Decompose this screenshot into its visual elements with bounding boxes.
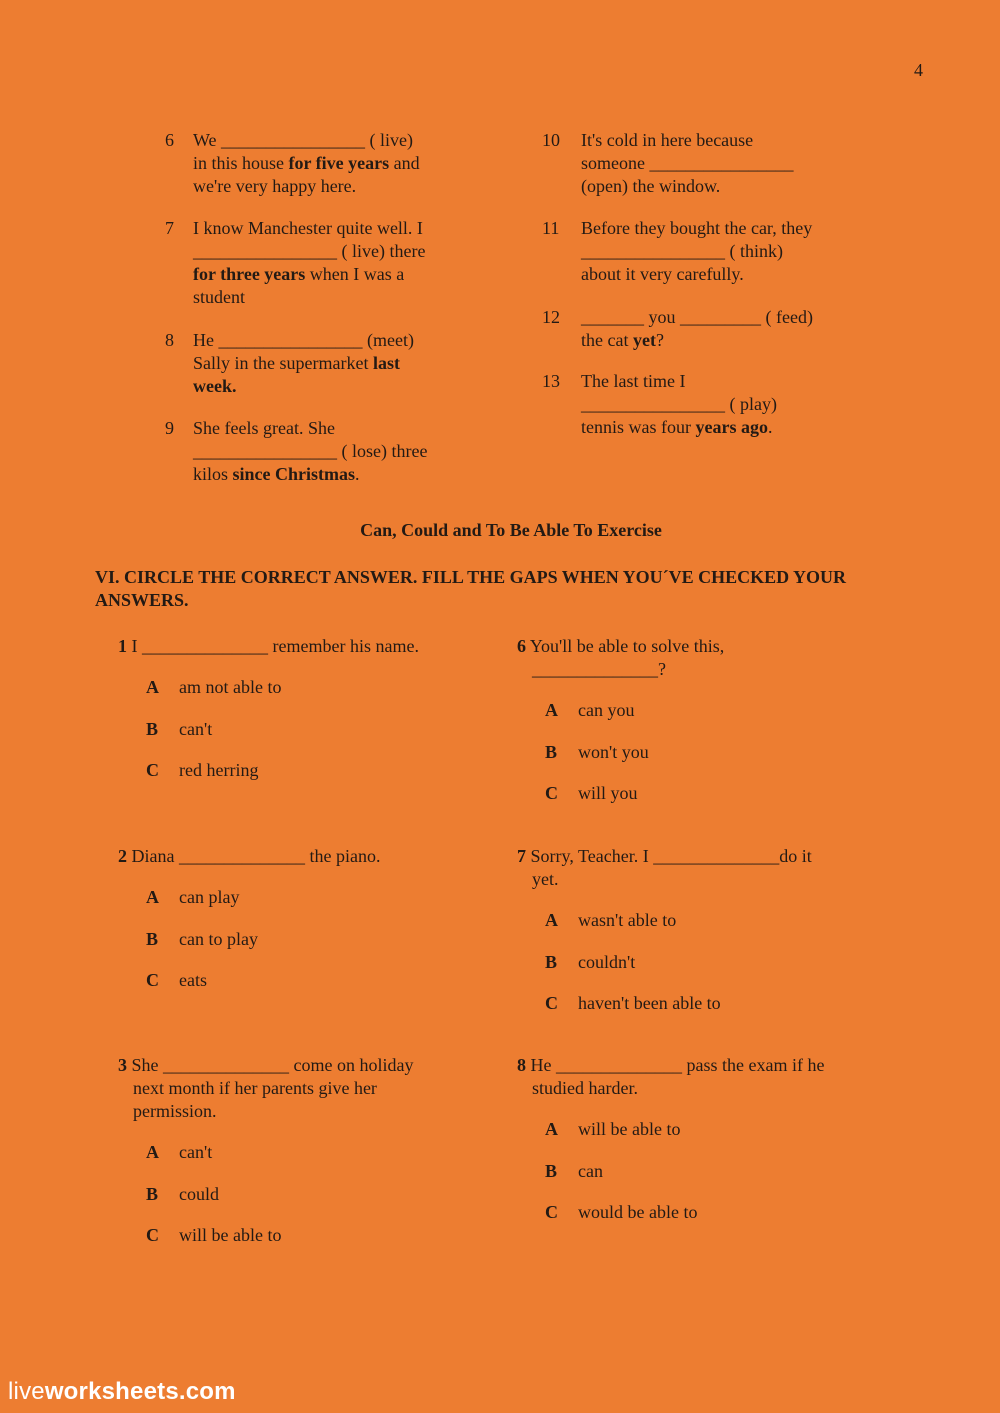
question-stem — [118, 1054, 413, 1123]
question-text: She ______________ come on holiday — [127, 1055, 414, 1075]
item-number: 9 — [165, 418, 174, 438]
option-text: haven't been able to — [578, 993, 721, 1014]
logo-suffix-text: .com — [178, 1378, 236, 1405]
text-segment: ________________ ( lose) three — [193, 441, 428, 461]
text-segment: in this house — [193, 153, 289, 173]
item-number: 12 — [542, 307, 560, 327]
text-segment: It's cold in here because — [581, 130, 754, 150]
option-text: will be able to — [179, 1225, 282, 1246]
text-segment: _______ you _________ ( feed) — [581, 307, 813, 327]
text-line — [193, 240, 425, 263]
option-letter: B — [146, 1183, 159, 1204]
question-text: He ______________ pass the exam if he — [526, 1055, 825, 1075]
question-number: 1 — [118, 636, 127, 656]
option-letter: C — [146, 970, 159, 991]
option-letter: A — [545, 1119, 558, 1139]
item-text — [193, 129, 420, 198]
bold-text: since Christmas — [232, 464, 356, 484]
question-stem — [118, 635, 419, 658]
text-line — [581, 370, 777, 393]
option-text: wasn't able to — [578, 910, 677, 930]
text-line — [193, 352, 414, 375]
question-text: studied harder. — [532, 1078, 638, 1098]
item-number: 11 — [542, 218, 560, 238]
option-letter: C — [146, 760, 159, 781]
item-number: 8 — [165, 330, 174, 350]
question-number: 8 — [517, 1055, 526, 1075]
item-number: 7 — [165, 218, 174, 238]
item-text — [581, 306, 813, 352]
question-number: 6 — [517, 636, 526, 656]
question-text: ______________? — [532, 659, 666, 679]
text-line — [581, 129, 793, 152]
text-line — [193, 329, 414, 352]
question-stem — [118, 845, 380, 868]
question-3 — [118, 1054, 414, 1246]
option-letter: B — [545, 951, 558, 972]
question-number: 2 — [118, 846, 127, 866]
item-text — [581, 129, 793, 198]
page-number: 4 — [914, 60, 923, 80]
text-segment: . — [767, 417, 773, 437]
liveworksheets-logo[interactable] — [8, 1378, 236, 1406]
question-text: I ______________ remember his name. — [127, 636, 419, 656]
option-letter: B — [545, 741, 558, 762]
logo-light-text: live — [8, 1378, 45, 1405]
option-letter: C — [545, 783, 558, 804]
question-text: permission. — [133, 1101, 217, 1121]
question-7 — [517, 845, 812, 1014]
text-line — [581, 329, 813, 352]
option-letter: A — [146, 887, 159, 907]
text-line — [581, 416, 777, 439]
text-segment: ________________ ( live) there — [193, 241, 426, 261]
text-segment: She feels great. She — [193, 418, 335, 438]
option-text: will be able to — [578, 1119, 681, 1139]
question-stem — [517, 1054, 824, 1100]
item-text — [193, 329, 414, 398]
question-text: You'll be able to solve this, — [526, 636, 725, 656]
question-stem — [517, 845, 812, 891]
item-number: 6 — [165, 130, 174, 150]
option-text: eats — [179, 970, 207, 991]
option-text: can — [578, 1160, 603, 1181]
text-line — [193, 286, 425, 309]
text-segment: . — [355, 464, 360, 484]
text-segment: the cat — [581, 330, 633, 350]
logo-bold-text: worksheets — [44, 1378, 179, 1405]
text-line — [193, 217, 425, 240]
bold-text: yet — [632, 330, 656, 350]
text-line — [193, 129, 420, 152]
item-text — [581, 370, 777, 439]
text-line — [581, 240, 812, 263]
option-letter: A — [146, 1142, 159, 1162]
option-letter: C — [146, 1225, 159, 1246]
text-segment: Before they bought the car, they — [581, 218, 813, 238]
text-segment: (open) the window. — [581, 176, 721, 196]
option-text: can you — [578, 700, 635, 720]
text-segment: we're very happy here. — [193, 176, 357, 196]
item-text — [193, 417, 427, 486]
bold-text: last — [372, 353, 400, 373]
item-text — [193, 217, 425, 309]
text-segment: We ________________ ( live) — [193, 130, 414, 150]
text-segment: I know Manchester quite well. I — [193, 218, 423, 238]
option-text: can to play — [179, 928, 258, 949]
option-letter: A — [545, 910, 558, 930]
option-text: could — [179, 1183, 219, 1204]
question-1 — [118, 635, 419, 781]
text-line — [581, 306, 813, 329]
question-text: Diana ______________ the piano. — [127, 846, 381, 866]
question-6 — [517, 635, 725, 804]
item-text — [581, 217, 812, 286]
option-letter: A — [545, 700, 558, 720]
text-line — [581, 217, 812, 240]
text-segment: student — [193, 287, 245, 307]
section-title: Can, Could and To Be Able To Exercise — [360, 520, 662, 540]
text-line — [193, 417, 427, 440]
question-text: yet. — [532, 869, 559, 889]
text-line — [581, 393, 777, 416]
instructions: VI. CIRCLE THE CORRECT ANSWER. FILL THE GAPS WHEN YOU´VE CHECKED YOUR ANSWERS. — [95, 567, 846, 610]
option-text: can play — [179, 887, 240, 907]
question-number: 3 — [118, 1055, 127, 1075]
text-segment: tennis was four — [581, 417, 696, 437]
text-line — [581, 263, 812, 286]
item-number: 10 — [542, 130, 560, 150]
text-line — [193, 375, 414, 398]
question-number: 7 — [517, 846, 526, 866]
option-text: can't — [179, 718, 213, 739]
option-text: won't you — [578, 741, 649, 762]
text-segment: Sally in the supermarket — [193, 353, 373, 373]
question-text: Sorry, Teacher. I ______________do it — [526, 846, 812, 866]
text-segment: ________________ ( think) — [581, 241, 783, 261]
question-stem — [517, 635, 724, 681]
option-text: am not able to — [179, 677, 282, 697]
option-letter: A — [146, 677, 159, 697]
text-line — [193, 175, 420, 198]
bold-text: week. — [193, 376, 237, 396]
option-letter: B — [545, 1160, 558, 1181]
text-segment: He ________________ (meet) — [193, 330, 414, 350]
text-line — [581, 152, 793, 175]
text-line — [193, 263, 425, 286]
option-letter: C — [545, 993, 558, 1014]
text-line — [193, 440, 427, 463]
option-letter: C — [545, 1202, 558, 1223]
text-line — [581, 175, 793, 198]
option-text: red herring — [179, 760, 259, 781]
option-text: will you — [578, 783, 638, 804]
text-segment: The last time I — [581, 371, 686, 391]
option-letter: B — [146, 718, 159, 739]
text-line — [193, 463, 427, 486]
option-text: would be able to — [578, 1202, 698, 1223]
text-segment: ________________ ( play) — [581, 394, 777, 414]
text-segment: when I was a — [305, 264, 405, 284]
option-text: couldn't — [578, 951, 636, 972]
question-8 — [517, 1054, 825, 1223]
item-number: 13 — [542, 371, 560, 391]
text-segment: kilos — [193, 464, 233, 484]
bold-text: years ago — [695, 417, 768, 437]
bold-text: for five years — [288, 153, 390, 173]
text-segment: someone ________________ — [581, 153, 794, 173]
option-letter: B — [146, 928, 159, 949]
bold-text: for three years — [193, 264, 306, 284]
text-segment: ? — [655, 330, 664, 350]
question-2 — [118, 845, 381, 991]
text-segment: and — [389, 153, 420, 173]
option-text: can't — [179, 1142, 213, 1162]
text-line — [193, 152, 420, 175]
text-segment: about it very carefully. — [581, 264, 744, 284]
question-text: next month if her parents give her — [133, 1078, 377, 1098]
